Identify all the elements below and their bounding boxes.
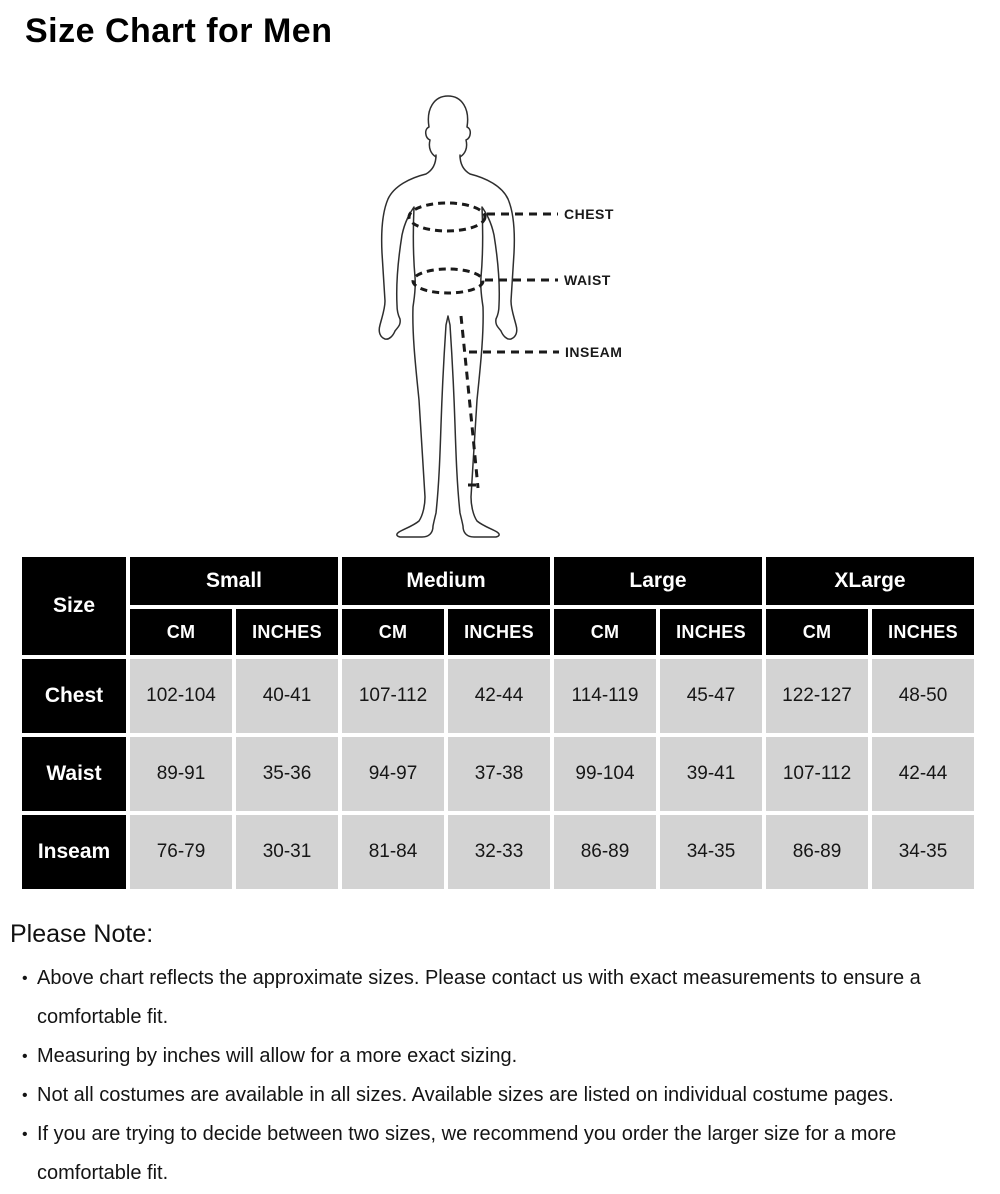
chest-measure-ellipse: [409, 203, 485, 231]
page-title: Size Chart for Men: [25, 12, 333, 50]
size-value-cell: 86-89: [766, 815, 868, 889]
size-corner-header: Size: [22, 557, 126, 655]
size-chart-table: [18, 553, 978, 893]
size-value-cell: 94-97: [342, 737, 444, 811]
size-group-xlarge: XLarge: [766, 557, 974, 605]
size-value-cell: 48-50: [872, 659, 974, 733]
size-value-cell: 35-36: [236, 737, 338, 811]
note-item: • Above chart reflects the approximate sizes. Please contact us with exact measurements to ensure a comfortable fit.: [10, 959, 962, 1037]
notes-section: [10, 920, 968, 1193]
unit-header: CM: [130, 609, 232, 655]
size-value-cell: 107-112: [766, 737, 868, 811]
table-row-inseam: [22, 815, 974, 889]
notes-heading: Please Note:: [10, 920, 154, 948]
note-item: • Not all costumes are available in all sizes. Available sizes are listed on individual costume pages.: [10, 1076, 962, 1115]
size-value-cell: 34-35: [872, 815, 974, 889]
size-value-cell: 45-47: [660, 659, 762, 733]
size-value-cell: 107-112: [342, 659, 444, 733]
size-value-cell: 42-44: [448, 659, 550, 733]
size-value-cell: 81-84: [342, 815, 444, 889]
chest-label: CHEST: [564, 206, 614, 222]
inseam-label: INSEAM: [565, 344, 623, 360]
size-group-medium: Medium: [342, 557, 550, 605]
unit-header: CM: [554, 609, 656, 655]
unit-header: INCHES: [236, 609, 338, 655]
size-value-cell: 114-119: [554, 659, 656, 733]
waist-label: WAIST: [564, 272, 611, 288]
size-value-cell: 30-31: [236, 815, 338, 889]
size-group-large: Large: [554, 557, 762, 605]
size-value-cell: 76-79: [130, 815, 232, 889]
size-value-cell: 32-33: [448, 815, 550, 889]
size-value-cell: 34-35: [660, 815, 762, 889]
size-value-cell: 102-104: [130, 659, 232, 733]
figure-head-outline: [426, 96, 471, 157]
unit-header: CM: [342, 609, 444, 655]
size-value-cell: 122-127: [766, 659, 868, 733]
size-value-cell: 99-104: [554, 737, 656, 811]
row-label-waist: Waist: [22, 737, 126, 811]
row-label-inseam: Inseam: [22, 815, 126, 889]
table-row-chest: [22, 659, 974, 733]
waist-measure-ellipse: [413, 269, 483, 293]
size-value-cell: 86-89: [554, 815, 656, 889]
unit-header: CM: [766, 609, 868, 655]
inseam-measure-line: [461, 316, 478, 488]
figure-body-outline: [379, 155, 517, 537]
unit-header: INCHES: [660, 609, 762, 655]
unit-header: INCHES: [448, 609, 550, 655]
size-value-cell: 39-41: [660, 737, 762, 811]
size-group-small: Small: [130, 557, 338, 605]
size-value-cell: 89-91: [130, 737, 232, 811]
size-value-cell: 40-41: [236, 659, 338, 733]
unit-header: INCHES: [872, 609, 974, 655]
body-measurement-diagram: [330, 85, 680, 545]
note-item: • If you are trying to decide between two sizes, we recommend you order the larger size for a more comfortable fit.: [10, 1115, 962, 1193]
size-value-cell: 37-38: [448, 737, 550, 811]
notes-list: [10, 959, 962, 1193]
row-label-chest: Chest: [22, 659, 126, 733]
note-item: • Measuring by inches will allow for a more exact sizing.: [10, 1037, 962, 1076]
size-value-cell: 42-44: [872, 737, 974, 811]
table-row-waist: [22, 737, 974, 811]
